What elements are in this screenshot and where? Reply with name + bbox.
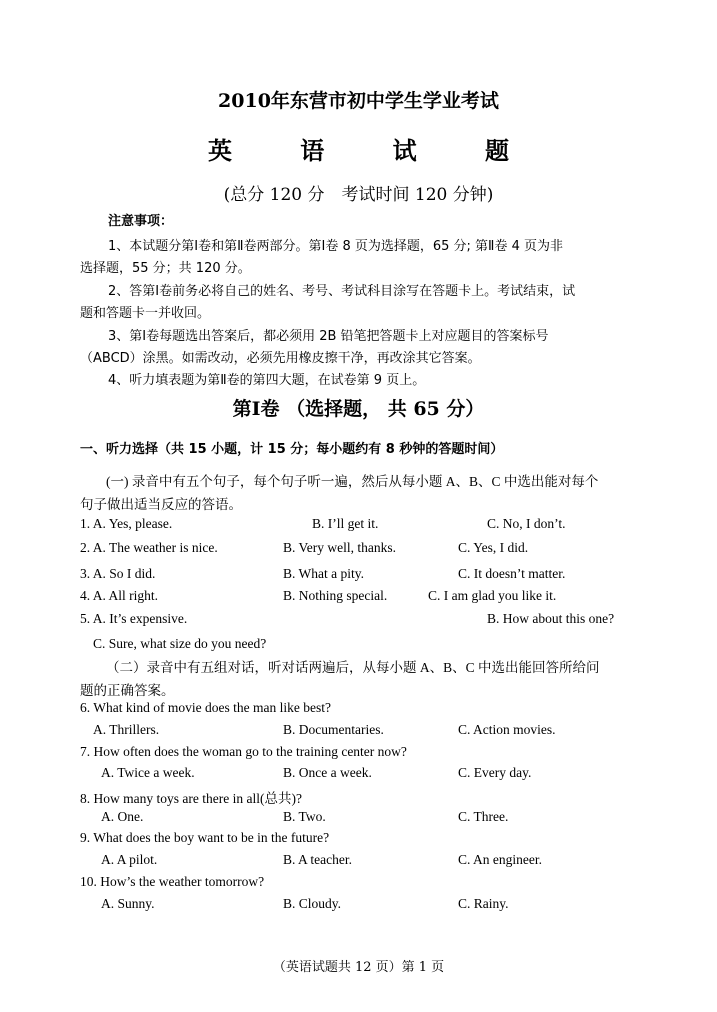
notice-line: 1、本试题分第Ⅰ卷和第Ⅱ卷两部分。第Ⅰ卷 8 页为选择题，65 分; 第Ⅱ卷 4 页为非 [108,239,563,254]
option-a: A. One. [101,809,144,824]
subject-title: 英 语 试 题 [207,136,540,165]
option-a: A. Thrillers. [93,722,160,737]
option-a: A. Twice a week. [101,765,195,780]
option-c: C. Every day. [458,765,532,780]
option-b: B. How about this one? [487,611,615,626]
option-c: C. Three. [458,809,509,824]
option-a: A. Sunny. [101,896,155,911]
option-b: B. Once a week. [283,765,372,780]
instruction-line: (一) 录音中有五个句子，每个句子听一遍，然后从每小题 A、B、C 中选出能对每个 [106,474,599,489]
option-c: C. An engineer. [458,852,542,867]
option-c: C. No, I don’t. [487,516,566,531]
option-b: B. Nothing special. [283,588,388,603]
question-text: 8. How many toys are there in all(总共)? [80,791,302,806]
option-c: C. I am glad you like it. [428,588,557,603]
question-text: 10. How’s the weather tomorrow? [80,874,265,889]
section-title: 第Ⅰ卷 （选择题， 共 65 分） [232,398,485,420]
option-b: B. Documentaries. [283,722,384,737]
option-a: 2. A. The weather is nice. [80,540,218,555]
instruction-line: （二）录音中有五组对话，听对话两遍后，从每小题 A、B、C 中选出能回答所给问 [106,660,600,675]
option-a: 4. A. All right. [80,588,159,603]
option-b: B. Cloudy. [283,896,342,911]
option-c: C. Yes, I did. [458,540,529,555]
option-b: B. Very well, thanks. [283,540,396,555]
notice-line: （ABCD）涂黑。如需改动，必须先用橡皮擦干净，再改涂其它答案。 [80,351,481,366]
option-c: C. Sure, what size do you need? [93,636,267,651]
notice-line: 3、第Ⅰ卷每题选出答案后，都必须用 2B 铅笔把答题卡上对应题目的答案标号 [108,329,549,344]
option-a: 1. A. Yes, please. [80,516,173,531]
notice-line: 2、答第Ⅰ卷前务必将自己的姓名、考号、考试科目涂写在答题卡上。考试结束，试 [108,284,576,299]
option-b: B. I’ll get it. [312,516,379,531]
instruction-line: 题的正确答案。 [80,683,175,698]
question-text: 7. How often does the woman go to the training center now? [80,744,407,759]
exam-meta: (总分 120 分 考试时间 120 分钟) [223,185,494,205]
option-b: B. Two. [283,809,326,824]
question-text: 9. What does the boy want to be in the future? [80,830,330,845]
page-footer: （英语试题共 12 页）第 1 页 [272,960,445,975]
notice-line: 选择题，55 分；共 120 分。 [80,261,251,276]
option-c: C. Rainy. [458,896,509,911]
instruction-line: 句子做出适当反应的答语。 [80,497,242,512]
exam-title: 2010年东营市初中学生学业考试 [218,90,499,112]
question-text: 6. What kind of movie does the man like best? [80,700,331,715]
option-a: 3. A. So I did. [80,566,156,581]
option-b: B. A teacher. [283,852,352,867]
part-heading: 一、听力选择（共 15 小题，计 15 分；每小题约有 8 秒钟的答题时间） [80,442,504,457]
option-a: 5. A. It’s expensive. [80,611,188,626]
notice-line: 4、听力填表题为第Ⅱ卷的第四大题，在试卷第 9 页上。 [108,373,426,388]
option-a: A. A pilot. [101,852,158,867]
notice-line: 题和答题卡一并收回。 [80,306,211,321]
option-c: C. It doesn’t matter. [458,566,566,581]
notice-heading: 注意事项： [108,214,174,229]
option-b: B. What a pity. [283,566,364,581]
option-c: C. Action movies. [458,722,556,737]
